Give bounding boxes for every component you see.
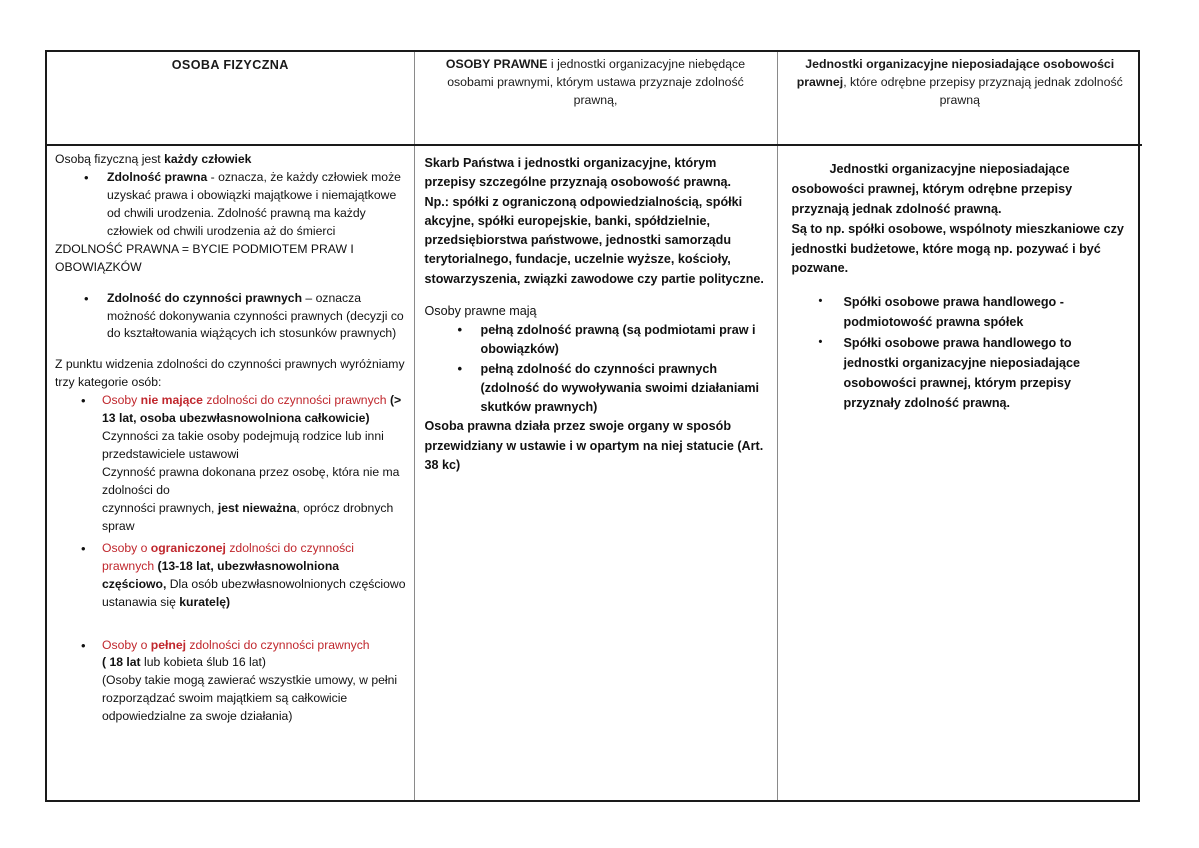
cat2-black-bold-2: kuratelę) <box>179 594 231 609</box>
col2-closing: Osoba prawna działa przez swoje organy w sposób przewidziany w ustawie i w opartym na niej statucie (Art. 38 kc) <box>424 419 764 472</box>
col1-bullet1-bold: Zdolność prawna <box>107 169 208 184</box>
col2-bullet-list <box>425 321 765 417</box>
comparison-table <box>47 52 1142 800</box>
cat3-red-plain-1: Osoby o <box>102 637 151 652</box>
cat2-red-plain-2: zdolności do czynności prawnych <box>102 540 354 573</box>
col1-equation: ZDOLNOŚĆ PRAWNA = BYCIE PODMIOTEM PRAW I OBOWIĄZKÓW <box>55 241 354 274</box>
body-cell-osoby-prawne <box>414 145 777 800</box>
cat2-black-plain: Dla osób ubezwłasnowolnionych częściowo ustanawia się <box>102 576 406 609</box>
col1-bullet-list-2 <box>55 290 406 344</box>
col2-para-1: Skarb Państwa i jednostki organizacyjne, którym przepisy szczególne przyznają osobowość prawną. <box>424 156 732 190</box>
col1-bullet2-rest: – oznacza możność dokonywania czynności prawnych (decyzji co do kształtowania wiążących ich stosunków prawnych) <box>107 290 404 341</box>
col2-para-2: Np.: spółki z ograniczoną odpowiedzialnością, spółki akcyjne, spółki europejskie, banki, spółdzielnie, przedsiębiorstwa państwowe, jednostki samorządu terytorialnego, fundacje, uczelnie wyższe, kościoły, stowarzyszenia, związki zawodowe czy partie polityczne. <box>424 194 764 286</box>
header-rest-col3: , które odrębne przepisy przyznają jednak zdolność prawną <box>843 74 1123 107</box>
col1-bullet2-bold: Zdolność do czynności prawnych <box>107 290 303 305</box>
list-item <box>55 290 406 344</box>
table-body-row <box>47 145 1142 800</box>
header-bold-lead-col2: OSOBY PRAWNE <box>445 57 548 71</box>
cat1-note-2a: Czynność prawna dokonana przez osobę, która nie ma zdolności do <box>102 465 400 497</box>
cat2-red-plain-1: Osoby o <box>102 540 151 555</box>
table-header-row <box>47 52 1142 145</box>
cat3-line-2 <box>102 654 406 672</box>
cat3-red-bold: pełnej <box>150 637 186 652</box>
header-bold-lead-col3: Jednostki organizacyjne nieposiadające osobowości prawnej <box>796 57 1115 89</box>
body-cell-osoba-fizyczna <box>47 145 414 800</box>
cat1-note-1: Czynności za takie osoby podejmują rodzice lub inni przedstawiciele ustawowi <box>102 429 384 462</box>
spacer <box>55 343 406 356</box>
col2-lead: Osoby prawne mają <box>424 303 537 318</box>
header-cell-jednostki-organizacyjne <box>777 52 1142 145</box>
header-title-col1: OSOBA FIZYCZNA <box>171 58 289 72</box>
col3-para-2: Są to np. spółki osobowe, wspólnoty mieszkaniowe czy jednostki budżetowe, które mogą np. pozywać i być pozwane. <box>791 221 1124 276</box>
header-cell-osoby-prawne <box>414 52 777 145</box>
cat2-red-bold: ograniczonej <box>150 540 226 555</box>
list-item: • pełną zdolność prawną (są podmiotami praw i obowiązków) <box>425 321 765 360</box>
body-cell-jednostki-organizacyjne <box>777 145 1142 800</box>
col3-para-1: Jednostki organizacyjne nieposiadające osobowości prawnej, którym odrębne przepisy przyznają jednak zdolność prawną. <box>791 162 1073 216</box>
list-item: • pełną zdolność do czynności prawnych (zdolność do wywoływania swoimi działaniami skutków prawnych) <box>425 360 765 418</box>
header-rest-col2: i jednostki organizacyjne niebędące osobami prawnymi, którym ustawa przyznaje zdolność prawną, <box>447 57 746 107</box>
list-item <box>55 169 406 241</box>
list-item: • Spółki osobowe prawa handlowego to jednostki organizacyjne nieposiadające osobowości prawnej, którym przepisy przyznały zdolność prawną. <box>792 334 1127 414</box>
spacer <box>55 277 406 290</box>
cat1-red-bold: nie mające <box>140 393 203 408</box>
cat2-black-bold-1: (13-18 lat, ubezwłasnowolniona częściowo, <box>102 558 340 591</box>
cat1-note-2 <box>102 500 406 536</box>
cat1-note-2-bold: jest nieważna <box>217 500 297 515</box>
list-item <box>55 637 406 727</box>
col1-intro <box>55 151 406 169</box>
cat3-line-3: (Osoby takie mogą zawierać wszystkie umowy, w pełni rozporządzać swoim majątkiem są całkowicie odpowiedzialne za swoje działania) <box>102 673 398 724</box>
cat3-line2-bold: ( 18 lat <box>102 655 141 670</box>
cat3-line2-plain: lub kobieta ślub 16 lat) <box>140 655 266 670</box>
comparison-table-container <box>45 50 1140 802</box>
header-cell-osoba-fizyczna <box>47 52 414 145</box>
col3-bullet-list <box>792 293 1127 413</box>
cat1-red-plain-2: zdolności do czynności prawnych <box>202 393 387 408</box>
col1-intro-bold: każdy człowiek <box>164 152 252 166</box>
cat1-red-plain-1: Osoby <box>102 393 141 408</box>
col1-lead-categories: Z punktu widzenia zdolności do czynności prawnych wyróżniamy trzy kategorie osób: <box>55 357 405 390</box>
list-item <box>55 540 406 612</box>
cat1-black-bold: (> 13 lat, osoba ubezwłasnowolniona całkowicie) <box>102 393 402 426</box>
spacer <box>425 289 765 302</box>
cat1-note-2b: czynności prawnych, <box>102 500 218 515</box>
col1-category-list <box>55 392 406 726</box>
list-item <box>55 392 406 536</box>
col1-intro-plain: Osobą fizyczną jest <box>55 152 165 166</box>
list-item: • Spółki osobowe prawa handlowego - podmiotowość prawna spółek <box>792 293 1127 333</box>
col1-bullet1-rest: - oznacza, że każdy człowiek może uzyskać prawa i obowiązki majątkowe i niemajątkowe od chwili urodzenia. Zdolność prawną ma każdy człowiek od chwili urodzenia aż do śmierci <box>107 169 401 238</box>
cat1-note-2c: , oprócz drobnych spraw <box>102 500 394 533</box>
cat3-red-plain-2: zdolności do czynności prawnych <box>186 637 370 652</box>
col1-bullet-list-1 <box>55 169 406 241</box>
